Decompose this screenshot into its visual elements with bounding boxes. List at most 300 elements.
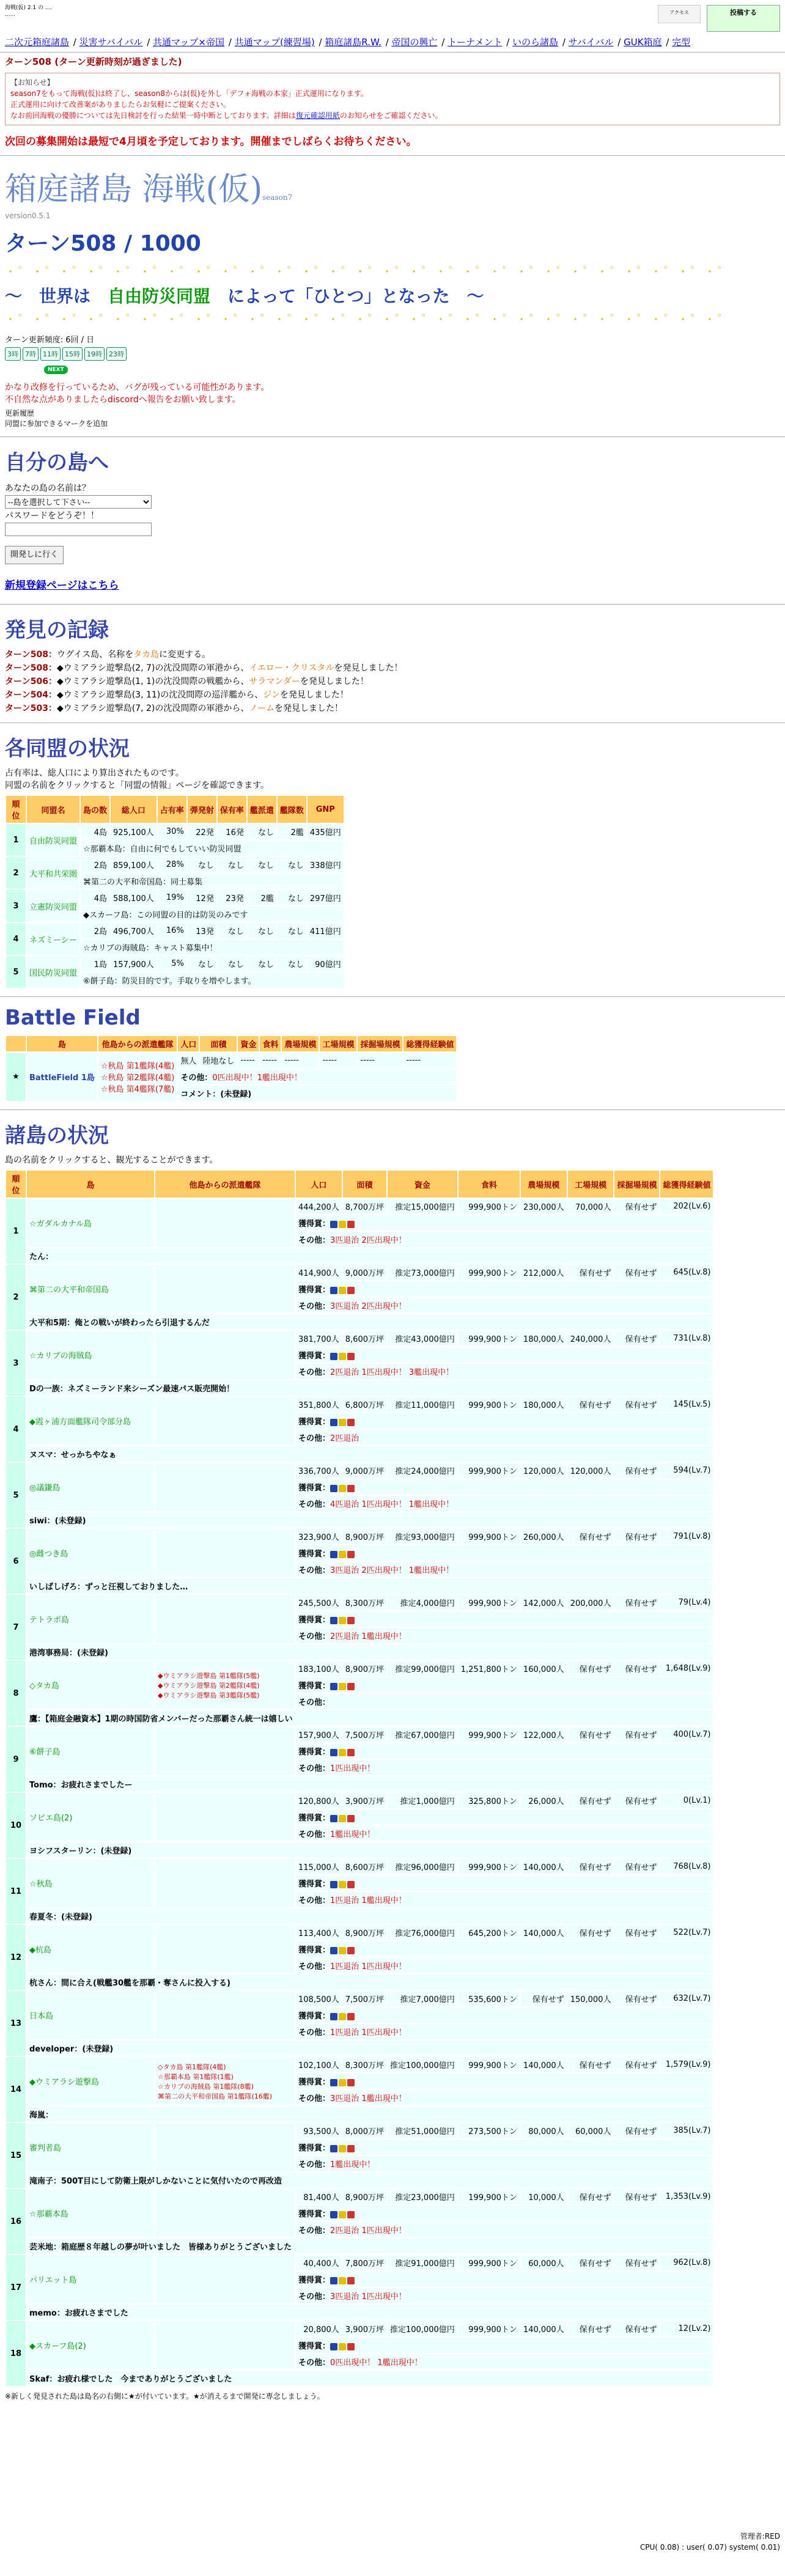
island-cell: 8,300万坪 (342, 2056, 387, 2073)
ally-cell: 157,900人 (110, 955, 157, 972)
island-cell: 791(Lv.8) (660, 1528, 713, 1545)
island-cell: 9,000万坪 (342, 1264, 387, 1281)
island-rank: 13 (6, 1990, 26, 2056)
island-cell: 推定76,000億円 (387, 1924, 458, 1941)
battlefield-heading: Battle Field (5, 1006, 141, 1030)
discovery-log (5, 648, 780, 715)
ally-col-header: 艦派遣 (247, 795, 277, 823)
island-cell: 999,900トン (458, 1858, 520, 1875)
island-cell: 保有せず (614, 1990, 660, 2007)
island-row (6, 1660, 713, 1677)
ally-cell: 2艦 (247, 889, 277, 906)
island-cell: 推定11,000億円 (387, 1396, 458, 1413)
island-row (6, 1330, 713, 1347)
nav-link[interactable]: 箱庭諸島R.W. (325, 37, 381, 48)
nav-sep: / (614, 37, 624, 48)
register-link[interactable]: 新規登録ページはこちら (5, 580, 119, 592)
island-cell: 60,000人 (567, 2122, 614, 2139)
ally-row (6, 823, 344, 840)
island-row (6, 1264, 713, 1281)
medal-icon (347, 1485, 355, 1492)
island-name[interactable]: ◇タカ島 (26, 1660, 155, 1710)
island-other: その他：1匹退治 1匹出現中！ (295, 2023, 713, 2040)
island-col-header: 順位 (6, 1170, 26, 1198)
ally-name[interactable]: 大平和共栄圏 (26, 856, 80, 889)
island-awards: 獲得賞： (295, 1347, 713, 1363)
island-cell: 81,400人 (295, 2188, 342, 2205)
island-awards: 獲得賞： (295, 1215, 713, 1231)
island-cell: 保有せず (614, 1528, 660, 1545)
island-row (6, 2122, 713, 2139)
island-cell: 645(Lv.8) (660, 1264, 713, 1281)
update-history: 更新履歴 同盟に参加できるマークを追加 (5, 408, 780, 429)
ally-row (6, 856, 344, 873)
medal-icon (339, 1947, 346, 1954)
ally-cell: なし (247, 856, 277, 873)
bf-comment: コメント：(未登録) (177, 1085, 457, 1102)
island-fleets (155, 1528, 295, 1578)
island-comment: 港湾事務局：(未登録) (26, 1644, 713, 1660)
ally-rank: 4 (6, 922, 26, 955)
log-heading: 発見の記録 (5, 618, 109, 642)
ally-cell: 4島 (80, 889, 110, 906)
island-row (6, 1198, 713, 1215)
island-cell: 推定100,000億円 (387, 2056, 458, 2073)
bf-col-header: 人口 (177, 1036, 199, 1052)
nav-sep: / (315, 37, 325, 48)
island-name[interactable]: ☆ガダルカナル島 (26, 1198, 155, 1248)
island-awards: 獲得賞： (295, 1281, 713, 1297)
island-row (6, 1726, 713, 1743)
island-name[interactable]: ◆ウミアラシ遊撃島 (26, 2056, 155, 2106)
island-cell: 保有せず (614, 1594, 660, 1611)
island-row (6, 2254, 713, 2271)
island-cell: 8,300万坪 (342, 1594, 387, 1611)
island-cell: 230,000人 (520, 1198, 567, 1215)
bf-name[interactable]: BattleField 1島 (26, 1052, 98, 1102)
island-cell: 260,000人 (520, 1528, 567, 1545)
nav-link[interactable]: いのら諸島 (512, 37, 559, 48)
island-awards: 獲得賞： (295, 2007, 713, 2023)
island-other: その他：3匹退治 1匹出現中！ (295, 2287, 713, 2304)
ally-cell: 30% (157, 823, 187, 840)
island-cell: 400(Lv.7) (660, 1726, 713, 1743)
season-label: season7 (262, 193, 293, 202)
island-other: その他：3匹退治 2匹出現中！ (295, 1231, 713, 1248)
island-name[interactable]: ソビエ島(2) (26, 1792, 155, 1842)
nav-link[interactable]: 災害サバイバル (79, 37, 143, 48)
island-cell: 122,000人 (520, 1726, 567, 1743)
ally-cell: 859,100人 (110, 856, 157, 873)
island-col-header: 他島からの派遣艦隊 (155, 1170, 295, 1198)
ally-cell: 496,700人 (110, 922, 157, 939)
bf-col-header: 農場規模 (281, 1036, 319, 1052)
bf-other: その他：0匹出現中！1艦出現中！ (177, 1069, 457, 1085)
island-fleets (155, 1396, 295, 1446)
ally-col-header: 同盟名 (26, 795, 80, 823)
ally-cell: なし (217, 922, 247, 939)
ally-comment: ◆スカーフ島：この同盟の目的は防災のみです (80, 906, 344, 922)
bf-col-header: 工場規模 (319, 1036, 357, 1052)
island-cell: 1,648(Lv.9) (660, 1660, 713, 1677)
island-fleets (155, 2254, 295, 2304)
island-comment: ヌスマ：せっかちやなぁ (26, 1446, 713, 1462)
island-comment: たん： (26, 1248, 713, 1264)
island-name[interactable]: ⌘第二の大平和帝国島 (26, 1264, 155, 1314)
island-cell: 12(Lv.2) (660, 2320, 713, 2337)
footer: 管理者:RED CPU( 0.08) : user( 0.07) system( 0.01) (639, 2532, 780, 2552)
ally-rank: 2 (6, 856, 26, 889)
medal-icon (347, 2145, 355, 2152)
island-cell: 7,800万坪 (342, 2254, 387, 2271)
island-cell: 731(Lv.8) (660, 1330, 713, 1347)
ally-col-header: 島の数 (80, 795, 110, 823)
island-fleets: ◆ウミアラシ遊撃島 第1艦隊(5艦) ◆ウミアラシ遊撃島 第2艦隊(4艦) ◆ウミアラシ遊撃島 第3艦隊(5艦) (155, 1660, 295, 1710)
medal-icon (330, 1353, 337, 1360)
update-time: 23時 (106, 347, 127, 361)
nav-link[interactable]: 二次元箱庭諸島 (5, 37, 70, 48)
island-cell: 768(Lv.8) (660, 1858, 713, 1875)
medal-icon (330, 2211, 337, 2218)
island-cell: 115,000人 (295, 1858, 342, 1875)
bf-col-header: 他島からの派遣艦隊 (98, 1036, 177, 1052)
island-cell: 保有せず (614, 2056, 660, 2073)
island-cell: 594(Lv.7) (660, 1462, 713, 1479)
notice-head: 【お知らせ】 (10, 78, 54, 87)
nav-link[interactable]: 共通マップ(練習場) (234, 37, 315, 48)
island-cell: 推定23,000億円 (387, 2188, 458, 2205)
island-cell: 102,100人 (295, 2056, 342, 2073)
nav-sep: / (226, 37, 235, 48)
bug-warning: かなり改修を行っているため、バグが残っている可能性があります。 不自然な点がありましたらdiscordへ報告をお願い致します。 (5, 383, 270, 405)
ally-cell: 23発 (217, 889, 247, 906)
island-cell: 212,000人 (520, 1264, 567, 1281)
medal-icon (330, 2013, 337, 2020)
nav-link[interactable]: GUK箱庭 (624, 37, 662, 48)
island-rank: 1 (6, 1198, 26, 1264)
island-cell: 999,900トン (458, 1264, 520, 1281)
island-cell: 保有せず (614, 1792, 660, 1809)
access-box[interactable]: アクセス (658, 5, 701, 23)
island-cell: 142,000人 (520, 1594, 567, 1611)
island-select[interactable] (5, 495, 152, 509)
history-link[interactable]: 更新履歴 (5, 409, 35, 418)
island-rank: 6 (6, 1528, 26, 1594)
island-rank: 4 (6, 1396, 26, 1462)
medal-icon (330, 1947, 337, 1954)
medal-icon (347, 2079, 355, 2086)
island-cell: 323,900人 (295, 1528, 342, 1545)
island-name[interactable]: ☆秋島 (26, 1858, 155, 1908)
island-cell: 632(Lv.7) (660, 1990, 713, 2007)
island-awards: 獲得賞： (295, 2139, 713, 2155)
island-cell: 保有せず (567, 1396, 614, 1413)
ally-cell: 2島 (80, 856, 110, 873)
turn-notice: ターン508 (ターン更新時刻が過ぎました) (5, 56, 182, 67)
nav-link[interactable]: サバイバル (568, 37, 614, 48)
ally-name[interactable]: 立憲防災同盟 (26, 889, 80, 922)
island-cell: 140,000人 (520, 2056, 567, 2073)
island-cell: 6,800万坪 (342, 1396, 387, 1413)
island-cell: 414,900人 (295, 1264, 342, 1281)
ally-name[interactable]: ネズミーシー (26, 922, 80, 955)
nav-link[interactable]: 完型 (672, 37, 691, 48)
island-row (6, 2188, 713, 2205)
island-other: その他：1艦出現中！ (295, 2155, 713, 2172)
medal-icon (339, 1221, 346, 1228)
medal-icon (330, 1551, 337, 1558)
login-form: あなたの島の名前は？ --島を選択して下さい-- パスワードをどうぞ！！ 開発しに行く (5, 482, 780, 564)
ally-cell: 16発 (217, 823, 247, 840)
bf-col-header: 採掘場規模 (357, 1036, 403, 1052)
post-button[interactable]: 投稿する (707, 5, 780, 32)
medal-icon (339, 1419, 346, 1426)
island-name[interactable]: ☆カリブの海賊島 (26, 1330, 155, 1380)
ally-cell: 435億円 (307, 823, 344, 840)
ally-col-header: 占有率 (157, 795, 187, 823)
island-cell: 140,000人 (520, 1858, 567, 1875)
island-other: その他：3匹退治 2匹出現中！ 1艦出現中！ (295, 1561, 713, 1578)
island-col-header: 人口 (295, 1170, 342, 1198)
medal-icon (347, 1881, 355, 1888)
ally-row (6, 955, 344, 972)
island-rank: 14 (6, 2056, 26, 2122)
medal-icon (339, 1881, 346, 1888)
next-badge: NEXT (44, 366, 68, 374)
update-time: 3時 (5, 347, 21, 361)
island-cell: 推定93,000億円 (387, 1528, 458, 1545)
top-line-2: ...... (5, 12, 16, 18)
bf-fleets: ☆秋島 第1艦隊(4艦) ☆秋島 第2艦隊(4艦) ☆秋島 第4艦隊(7艦) (98, 1052, 177, 1102)
log-entry: ターン503：◆ウミアラシ遊撃島(7, 2)の沈没間際の軍港から、ノームを発見しました！ (5, 704, 343, 713)
nav-sep: / (438, 37, 448, 48)
medal-icon (330, 1485, 337, 1492)
island-comment: いしばしげろ：ずっと汪視しておりました… (26, 1578, 713, 1594)
island-other: その他：2匹退治 1艦出現中！ (295, 1627, 713, 1644)
island-cell: 推定43,000億円 (387, 1330, 458, 1347)
top-line-1: 海戦(仮) 2.1 の .... (5, 5, 53, 11)
island-awards: 獲得賞： (295, 1611, 713, 1627)
island-other: その他：1匹退治 1匹出現中！ (295, 1957, 713, 1974)
ally-col-header: 総人口 (110, 795, 157, 823)
island-cell: 3,900万坪 (342, 1792, 387, 1809)
island-cell: 推定67,000億円 (387, 1726, 458, 1743)
island-cell: 999,900トン (458, 1726, 520, 1743)
island-name[interactable]: 審判者島 (26, 2122, 155, 2172)
medal-icon (347, 1683, 355, 1690)
medal-icon (330, 2277, 337, 2284)
island-cell: 150,000人 (567, 1990, 614, 2007)
island-comment: 鷹：【箱庭金融資本】1期の時国防省メンバーだった那覇さん統一は嬉しい (26, 1710, 713, 1726)
island-col-header: 島 (26, 1170, 155, 1198)
island-name[interactable]: テトラポ島 (26, 1594, 155, 1644)
medal-icon (347, 1419, 355, 1426)
notice-link[interactable]: 復元確認用紙 (295, 111, 340, 120)
island-other: その他：1匹出現中！ (295, 1759, 713, 1776)
password-field[interactable] (5, 523, 152, 536)
island-awards: 獲得賞： (295, 1809, 713, 1825)
island-cell: 535,600トン (458, 1990, 520, 2007)
island-fleets (155, 1990, 295, 2040)
island-rank: 5 (6, 1462, 26, 1528)
island-rank: 16 (6, 2188, 26, 2254)
island-cell: 140,000人 (520, 1924, 567, 1941)
island-cell: 8,600万坪 (342, 1330, 387, 1347)
ally-comment: ⑥餅子島：防災目的です。手取りを増やします。 (80, 972, 344, 988)
island-cell: 保有せず (520, 1990, 567, 2007)
version-label: version0.5.1 (5, 212, 51, 220)
island-cell: 962(Lv.8) (660, 2254, 713, 2271)
island-name[interactable]: ◆スカーフ島(2) (26, 2320, 155, 2370)
islands-heading: 諸島の状況 (5, 1124, 109, 1148)
bf-star: ★ (6, 1052, 26, 1102)
island-fleets (155, 1264, 295, 1314)
page-title: 箱庭諸島 海戦(仮)season7 (5, 171, 293, 208)
ally-col-header: 保有率 (217, 795, 247, 823)
island-cell: 10,000人 (520, 2188, 567, 2205)
island-cell: 推定7,000億円 (387, 1990, 458, 2007)
island-col-header: 食料 (458, 1170, 520, 1198)
island-cell: 保有せず (567, 1924, 614, 1941)
island-other: その他：0匹出現中！ 1艦出現中！ (295, 2353, 713, 2370)
island-cell: 160,000人 (520, 1660, 567, 1677)
island-other: その他：2匹退治 1匹出現中！ 3艦出現中！ (295, 1363, 713, 1380)
island-name[interactable]: パリエット島 (26, 2254, 155, 2304)
island-other: その他：3匹退治 2匹出現中！ (295, 1297, 713, 1314)
island-col-header: 工場規模 (567, 1170, 614, 1198)
island-cell: 120,000人 (567, 1462, 614, 1479)
island-cell: 999,900トン (458, 1330, 520, 1347)
island-name[interactable]: ☆那覇本島 (26, 2188, 155, 2238)
island-awards: 獲得賞： (295, 1677, 713, 1693)
island-cell: 保有せず (567, 1792, 614, 1809)
bf-col-header: 面積 (199, 1036, 237, 1052)
island-awards: 獲得賞： (295, 1743, 713, 1759)
island-comment: 滝南子：500T目にして防衛上限がしかないことに気付いたので再改造 (26, 2172, 713, 2188)
ally-cell: 588,100人 (110, 889, 157, 906)
medal-icon (347, 1287, 355, 1294)
island-cell: 推定51,000億円 (387, 2122, 458, 2139)
island-awards: 獲得賞： (295, 1413, 713, 1429)
ally-cell: なし (247, 922, 277, 939)
island-name[interactable]: ◆霞ヶ浦方面艦隊司令部分島 (26, 1396, 155, 1446)
island-name[interactable]: ◎議鎌島 (26, 1462, 155, 1512)
ally-cell: 12発 (187, 889, 217, 906)
ally-cell: 2艦 (277, 823, 307, 840)
winner-ally[interactable]: 自由防災同盟 (108, 286, 211, 306)
ally-cell: なし (247, 955, 277, 972)
island-cell: 183,100人 (295, 1660, 342, 1677)
island-cell: 推定4,000億円 (387, 1594, 458, 1611)
ally-heading: 各同盟の状況 (5, 737, 130, 761)
medal-icon (347, 1815, 355, 1822)
ally-name[interactable]: 国民防災同盟 (26, 955, 80, 988)
nav-sep: / (70, 37, 79, 48)
medal-icon (339, 2211, 346, 2218)
medal-icon (339, 2079, 346, 2086)
ally-rank: 3 (6, 889, 26, 922)
ally-col-header: GNP (307, 795, 344, 823)
island-cell: 20,800人 (295, 2320, 342, 2337)
medal-icon (339, 2277, 346, 2284)
medal-icon (347, 2343, 355, 2350)
island-cell: 推定96,000億円 (387, 1858, 458, 1875)
island-name[interactable]: ⑥餅子島 (26, 1726, 155, 1776)
island-cell: 1,579(Lv.9) (660, 2056, 713, 2073)
medal-icon (339, 1287, 346, 1294)
ally-rank: 1 (6, 823, 26, 856)
island-cell: 522(Lv.7) (660, 1924, 713, 1941)
medal-icon (347, 1221, 355, 1228)
medal-icon (330, 2145, 337, 2152)
medal-icon (339, 2145, 346, 2152)
island-fleets (155, 1792, 295, 1842)
island-awards: 獲得賞： (295, 2073, 713, 2089)
ally-comment: ⌘第二の大平和帝国島：同士募集 (80, 873, 344, 889)
medal-icon (339, 1749, 346, 1756)
island-cell: 199,900トン (458, 2188, 520, 2205)
island-name[interactable]: ◎雌つき島 (26, 1528, 155, 1578)
ally-cell: 1島 (80, 955, 110, 972)
nav-link[interactable]: 共通マップ×帝国 (153, 37, 224, 48)
island-comment: 大平和5期：俺との戦いが終わったら引退するんだ (26, 1314, 713, 1330)
ally-cell: なし (187, 856, 217, 873)
island-cell: 保有せず (614, 2122, 660, 2139)
notice-line-3: なお前回海戦の優勝については先日検討を行った結果一時中断としております。詳細は復元確認用紙のお知らせをご確認ください。 (10, 111, 443, 120)
island-comment: Tomo：お疲れさまでしたー (26, 1776, 713, 1792)
island-cell: 93,500人 (295, 2122, 342, 2139)
nav-link[interactable]: 帝国の興亡 (391, 37, 438, 48)
island-cell: 推定73,000億円 (387, 1264, 458, 1281)
island-fleets: ◇タカ島 第1艦隊(4艦) ☆那覇本島 第1艦隊(1艦) ☆カリブの海賊島 第1艦隊(8艦) ⌘第二の大平和帝国島 第1艦隊(16艦) (155, 2056, 295, 2106)
island-cell: 245,500人 (295, 1594, 342, 1611)
island-cell: 保有せず (614, 2320, 660, 2337)
medal-icon (339, 2013, 346, 2020)
island-row (6, 2056, 713, 2073)
develop-button[interactable]: 開発しに行く (5, 546, 64, 564)
ally-cell: 411億円 (307, 922, 344, 939)
island-cell: 推定100,000億円 (387, 2320, 458, 2337)
island-cell: 70,000人 (567, 1198, 614, 1215)
world-banner: 〜 世界は 自由防災同盟 によって「ひとつ」となった 〜 (5, 286, 484, 306)
island-rank: 9 (6, 1726, 26, 1792)
island-cell: 保有せず (614, 1726, 660, 1743)
island-rank: 3 (6, 1330, 26, 1396)
island-comment: 海嵐： (26, 2106, 713, 2122)
island-comment: siwi：(未登録) (26, 1512, 713, 1528)
medal-icon (339, 1551, 346, 1558)
nav-sep: / (144, 37, 153, 48)
island-cell: 108,500人 (295, 1990, 342, 2007)
island-cell: 999,900トン (458, 2320, 520, 2337)
island-row (6, 1858, 713, 1875)
island-name[interactable]: ◆杭島 (26, 1924, 155, 1974)
ally-cell: 2島 (80, 922, 110, 939)
island-other: その他： (295, 1693, 713, 1710)
ally-rank: 5 (6, 955, 26, 988)
nav-link[interactable]: トーナメント (448, 37, 503, 48)
medal-icon (330, 1617, 337, 1624)
island-name[interactable]: 日本島 (26, 1990, 155, 2040)
ally-cell: 297億円 (307, 889, 344, 906)
island-cell: 保有せず (567, 1726, 614, 1743)
ally-cell: なし (277, 922, 307, 939)
island-row (6, 1462, 713, 1479)
medal-icon (347, 2211, 355, 2218)
update-frequency: ターン更新頻度: 6回 / 日 (5, 336, 95, 345)
ally-name[interactable]: 自由防災同盟 (26, 823, 80, 856)
island-rank: 11 (6, 1858, 26, 1924)
